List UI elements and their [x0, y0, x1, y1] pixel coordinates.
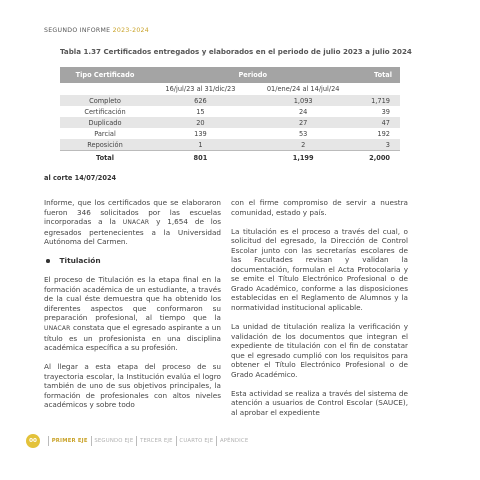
running-header [44, 27, 149, 34]
cell-grand-total: 2,000 [356, 151, 400, 165]
cell-p1: 20 [150, 117, 251, 128]
header-periodo: Periodo [150, 67, 356, 83]
nav-item-apendice[interactable]: APÉNDICE [219, 438, 249, 444]
cell-total: 192 [377, 129, 390, 138]
bullet-icon [46, 259, 50, 263]
subheader-empty [60, 83, 150, 95]
cell-p1: 15 [196, 107, 205, 116]
text-run: El proceso de Titulación es la etapa final en la formación académica de un estudiante, a través de la cual éste demuestra que ha obtenido los diferentes aspectos que conformaron su preparación profesional, al tiempo que la [44, 275, 221, 323]
left-column [44, 198, 221, 419]
cell-p2: 53 [298, 129, 308, 138]
text-run: Informe, que los certificados que se elaboraron fueron 346 solicitados por las escuelas incorporadas a la [44, 198, 221, 227]
paragraph [44, 275, 221, 352]
page-footer [26, 433, 286, 449]
cell-total: 47 [356, 117, 400, 128]
cell-tipo-total: Total [60, 151, 150, 165]
table-caption: Tabla 1.37 Certificados entregados y elaborados en el periodo de julio 2023 a julio 2024 [60, 47, 412, 56]
cell-total: 1,719 [356, 95, 400, 106]
text-run-smallcaps: UNACAR [122, 219, 150, 227]
right-column [231, 198, 408, 427]
paragraph: con el firme compromiso de servir a nuestra comunidad, estado y país. [231, 198, 408, 217]
table-row [60, 139, 400, 151]
cell-total: 39 [381, 107, 390, 116]
cell-tipo: Completo [60, 95, 150, 106]
text-run: constata que el egresado aspirante a un título es un profesionista en una disciplina académica específica a su profesión. [44, 323, 221, 353]
nav-divider [176, 436, 177, 446]
table-note: al corte 14/07/2024 [44, 174, 117, 182]
paragraph: La unidad de titulación realiza la verificación y validación de los documentos que integran el expediente de titulación con el fin de constatar que el egresado cumplió con los requisitos para obtener el Título Electrónico Profesional o de Grado Académico. [231, 322, 408, 379]
table-row [60, 117, 400, 128]
nav-divider [91, 436, 92, 446]
cell-p1: 626 [150, 95, 251, 106]
cell-tipo: Parcial [94, 129, 116, 138]
paragraph: La titulación es el proceso a través del cual, o solicitud del egresado, la Dirección de Control Escolar junto con las secretarías escolares de las Facultades revisan y validan la documentación, formulan el Acta Protocolaria y se emite el Título Electrónico Profesional o de Grado Académico, conforme a las disposiciones establecidas en el Reglamento de Alumnos y la normatividad institucional aplicable. [231, 226, 408, 312]
cell-p1-total: 801 [150, 151, 251, 165]
cell-tipo: Reposición [60, 139, 150, 151]
cell-p2-total: 1,199 [251, 151, 356, 165]
certificates-table [60, 67, 400, 164]
page-number-badge: 00 [26, 434, 40, 448]
cell-p2: 24 [298, 107, 308, 116]
section-heading-label: Titulación [59, 256, 101, 266]
paragraph: Esta actividad se realiza a través del sistema de atención a usuarios de Control Escolar (SAUCE), al aprobar el expediente [231, 388, 408, 417]
cell-tipo: Certificación [84, 107, 126, 116]
table-total-row [60, 151, 400, 165]
table-header-row [60, 67, 400, 83]
cell-total: 3 [356, 139, 400, 151]
nav-item-segundo-eje[interactable]: SEGUNDO EJE [94, 438, 134, 444]
table-row [60, 106, 400, 117]
nav-item-cuarto-eje[interactable]: CUARTO EJE [179, 438, 214, 444]
cell-p2: 27 [251, 117, 356, 128]
paragraph: Al llegar a esta etapa del proceso de su trayectoria escolar, la Institución evalúa el logro también de uno de sus objetivos principales, la formación de profesionales con altos niveles académicos y sobre todo [44, 362, 221, 410]
table-row [60, 95, 400, 106]
text-run-smallcaps: UNACAR [44, 325, 71, 333]
subheader-period-1: 16/jul/23 al 31/dic/23 [150, 83, 251, 95]
cell-p2: 1,093 [251, 95, 356, 106]
nav-divider [216, 436, 217, 446]
subheader-empty-total [356, 83, 400, 95]
nav-divider [48, 436, 49, 446]
nav-item-tercer-eje[interactable]: TERCER EJE [140, 438, 173, 444]
nav-item-primer-eje[interactable]: PRIMER EJE [51, 438, 88, 444]
header-total: Total [356, 67, 400, 83]
subheader-period-2: 01/ene/24 al 14/jul/24 [251, 83, 356, 95]
cell-p2: 2 [251, 139, 356, 151]
paragraph [44, 198, 221, 247]
text-run: y 1,654 de los egresados pertenecientes a la Universidad Autónoma del Carmen. [44, 217, 221, 247]
nav-divider [136, 436, 137, 446]
table-row [60, 128, 400, 139]
cell-tipo: Duplicado [60, 117, 150, 128]
header-tipo: Tipo Certificado [60, 67, 150, 83]
header-label: SEGUNDO INFORME [44, 27, 111, 34]
section-heading [44, 256, 221, 266]
cell-p1: 1 [150, 139, 251, 151]
cell-p1: 139 [194, 129, 207, 138]
table-subheader-row [60, 83, 400, 95]
section-nav [45, 436, 248, 446]
header-year: 2023-2024 [112, 27, 150, 34]
